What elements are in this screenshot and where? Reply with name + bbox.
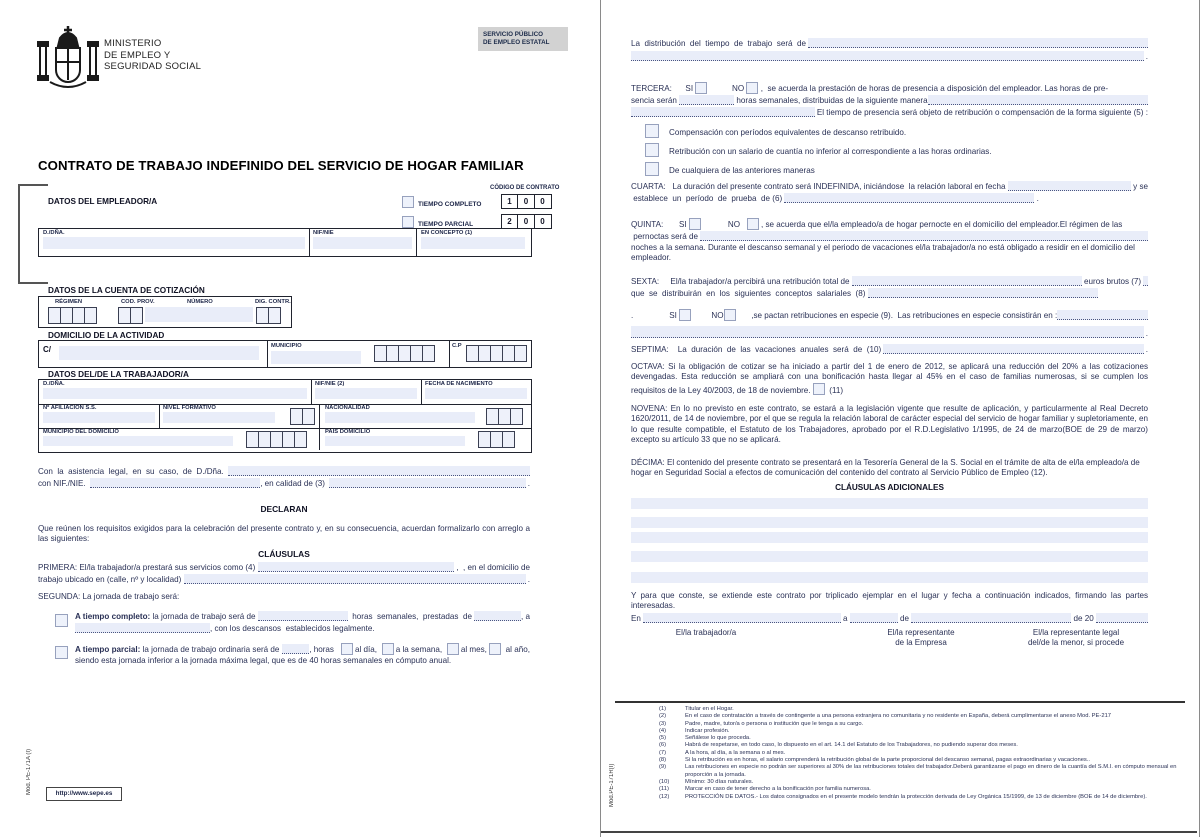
al-ano-checkbox[interactable] xyxy=(489,643,501,655)
empleador-concepto-field[interactable] xyxy=(421,237,525,249)
code-digit-cell: 2 xyxy=(501,214,519,229)
section-empleador-heading: DATOS DEL EMPLEADOR/A xyxy=(48,197,158,206)
nacionalidad-label: NACIONALIDAD xyxy=(325,405,370,411)
numero-label: NÚMERO xyxy=(187,299,213,305)
nivel-formativo-field[interactable] xyxy=(163,412,275,423)
octava-bonificacion-checkbox[interactable] xyxy=(813,383,825,395)
footnote: (6) Habrá de respetarse, en todo caso, lo dispuesto en el art. 14.1 del Estatuto de los Trabajadores, no pudiendo superar dos meses. xyxy=(659,742,1018,749)
ano-field[interactable] xyxy=(1096,613,1148,623)
retribucion-checkbox[interactable] xyxy=(645,143,659,157)
distribucion-field-2[interactable] xyxy=(631,51,1144,61)
empleador-nif-label: NIF/NIE xyxy=(313,230,334,236)
clausulas-adicionales-heading: CLÁUSULAS ADICIONALES xyxy=(835,483,944,492)
clausulas-heading: CLÁUSULAS xyxy=(258,549,310,559)
calle-label: C/ xyxy=(43,345,51,354)
pais-domicilio-cells[interactable] xyxy=(479,431,515,448)
contract-page-2 xyxy=(600,0,1200,837)
municipio-domicilio-field[interactable] xyxy=(43,436,233,446)
nacionalidad-cells[interactable] xyxy=(487,408,523,425)
section-trabajador-heading: DATOS DEL/DE LA TRABAJADOR/A xyxy=(48,370,189,379)
nivel-formativo-cells[interactable] xyxy=(291,408,315,425)
adicionales-line-4[interactable] xyxy=(631,551,1148,562)
footnote: (7) A la hora, al día, a la semana o al mes. xyxy=(659,749,786,756)
trabajador-ddna-label: D./DÑA. xyxy=(43,381,65,387)
footnote: (8) Si la retribución es en horas, el salario comprenderá la retribución global de la parte proporcional del descanso semanal, pagas extraordinarias y vacaciones.. xyxy=(659,757,1091,764)
parcial-horas-field[interactable] xyxy=(282,644,310,654)
tiempo-completo-label: TIEMPO COMPLETO xyxy=(418,201,482,208)
codigo-200-cells xyxy=(502,214,552,229)
clausula-primera: PRIMERA: El/la trabajador/a prestará sus servicios como (4) , , en el domicilio de trabajo ubicado en (calle, nº y localidad) . xyxy=(38,562,530,584)
tiempo-parcial-clause: A tiempo parcial: la jornada de trabajo ordinaria será de , horas al día, a la semana, al mes, al año, siendo esta jornada inferior a la jornada máxima legal, que es de 40 horas semanales en cómputo anual. xyxy=(55,643,530,666)
empleador-concepto-label: EN CONCEPTO (1) xyxy=(421,230,473,236)
adicionales-line-1[interactable] xyxy=(631,498,1148,509)
form-model-code-p2: Mod.PE-171R(I) xyxy=(609,763,615,807)
opcion-compensacion: Compensación con períodos equivalentes de descanso retribuido. xyxy=(645,124,906,138)
code-digit-cell: 0 xyxy=(517,194,535,209)
dia-field[interactable] xyxy=(850,613,898,623)
adicionales-line-3[interactable] xyxy=(631,532,1148,543)
opcion-cualquiera: De cualquiera de las anteriores maneras xyxy=(645,162,815,176)
cp-label: C.P xyxy=(452,343,462,349)
pais-domicilio-field[interactable] xyxy=(325,436,465,446)
sexta-periodo-field[interactable] xyxy=(1143,276,1148,286)
footnotes-divider xyxy=(615,701,1185,703)
completo-checkbox[interactable] xyxy=(55,614,68,627)
codprov-cells[interactable] xyxy=(119,307,143,324)
codprov-label: COD. PROV. xyxy=(121,299,155,305)
sepe-badge: SERVICIO PÚBLICO DE EMPLEO ESTATAL xyxy=(478,27,568,51)
firma-representante-empresa: El/la representante de la Empresa xyxy=(887,628,955,647)
mes-field[interactable] xyxy=(911,613,1071,623)
clausula-segunda: SEGUNDA: La jornada de trabajo será: xyxy=(38,592,180,601)
primera-servicios-field[interactable] xyxy=(258,562,454,572)
lugar-fecha-line: En a de de 20 xyxy=(631,613,1148,624)
compensacion-checkbox[interactable] xyxy=(645,124,659,138)
empleador-ddna-field[interactable] xyxy=(43,237,305,249)
municipio-domicilio-cells[interactable] xyxy=(247,431,307,448)
distribucion-paragraph: La distribución del tiempo de trabajo será de . xyxy=(631,38,1148,61)
footnote: (3) Padre, madre, tutor/a o persona o institución que le tenga a su cargo. xyxy=(659,720,864,727)
municipio-cells[interactable] xyxy=(375,345,435,362)
trabajador-ddna-field[interactable] xyxy=(43,388,307,399)
sexta-retribucion-field[interactable] xyxy=(852,276,1082,286)
firma-representante-legal: El/la representante legal del/de la menor, si procede xyxy=(1027,628,1125,647)
afiliacion-label: Nº AFILIACIÓN S.S. xyxy=(43,405,97,411)
ministry-name: MINISTERIO DE EMPLEO Y SEGURIDAD SOCIAL xyxy=(104,38,202,73)
parcial-checkbox[interactable] xyxy=(55,646,68,659)
footnote: (11) Marcar en caso de tener derecho a la bonificación por familia numerosa. xyxy=(659,786,871,793)
especie-no-checkbox[interactable] xyxy=(724,309,736,321)
lugar-field[interactable] xyxy=(643,613,841,623)
asistencia-nif-field[interactable] xyxy=(90,478,260,488)
form-title: CONTRATO DE TRABAJO INDEFINIDO DEL SERVICIO DE HOGAR FAMILIAR xyxy=(38,158,524,173)
numero-field[interactable] xyxy=(145,307,253,322)
firma-trabajador: El/la trabajador/a xyxy=(675,628,737,637)
cuarta-prueba-field[interactable] xyxy=(784,193,1034,203)
footnote: (5) Señálese lo que proceda. xyxy=(659,735,751,742)
opcion-retribucion: Retribución con un salario de cuantía no inferior al correspondiente a las horas ordinarias. xyxy=(645,143,992,157)
tercera-no-checkbox[interactable] xyxy=(746,82,758,94)
adicionales-line-5[interactable] xyxy=(631,572,1148,583)
fecha-nacimiento-label: FECHA DE NACIMIENTO xyxy=(425,381,493,387)
footnote: (1) Titular en el Hogar. xyxy=(659,706,734,712)
domicilio-box xyxy=(38,340,532,368)
tercera-si-checkbox[interactable] xyxy=(695,82,707,94)
fecha-nacimiento-field[interactable] xyxy=(425,388,527,399)
asistencia-nombre-field[interactable] xyxy=(228,466,530,476)
tercera-horas-field[interactable] xyxy=(679,95,734,105)
form-model-code-p1: Mod. PE-171A (I) xyxy=(26,748,32,795)
trabajador-nif-label: NIF/NIE (2) xyxy=(315,381,345,387)
code-digit-cell: 0 xyxy=(517,214,535,229)
clausula-octava: OCTAVA: Si la obligación de cotizar se ha iniciado a partir del 1 de enero de 2012, se aplicará una reducción del 20% a las cotizaciones devengadas. Esta reducción se ampliará con una bonificación hasta llegar al 45% en el caso de familias numerosas, si se cumplen los requisitos de la Ley 40/2003, de 18 de noviembre. (11) xyxy=(631,362,1148,395)
septima-vacaciones-field[interactable] xyxy=(883,344,1143,354)
regimen-cells[interactable] xyxy=(49,307,97,324)
sexta-conceptos-field[interactable] xyxy=(868,288,1098,298)
empleador-box xyxy=(38,228,532,257)
nivel-formativo-label: NIVEL FORMATIVO xyxy=(163,405,216,411)
al-mes-checkbox[interactable] xyxy=(447,643,459,655)
cualquiera-checkbox[interactable] xyxy=(645,162,659,176)
tercera-manera-field-1[interactable] xyxy=(928,95,1148,105)
nacionalidad-field[interactable] xyxy=(325,412,475,423)
retribuciones-especie-row: . SI NO ,se pactan retribuciones en especie (9). Las retribuciones en especie consistirán en : xyxy=(631,309,1148,321)
adicionales-line-2[interactable] xyxy=(631,517,1148,528)
footnotes xyxy=(659,706,1187,801)
municipio-label: MUNICIPIO xyxy=(271,343,302,349)
digcontr-cells[interactable] xyxy=(257,307,281,324)
tiempo-completo-clause: A tiempo completo: la jornada de trabajo será de horas semanales, prestadas de , a , con los descansos establecidos legalmente. xyxy=(55,611,530,634)
tiempo-parcial-option xyxy=(402,216,473,228)
tiempo-completo-checkbox[interactable] xyxy=(402,196,414,208)
declaran-paragraph: Que reúnen los requisitos exigidos para la celebración del presente contrato y, en su consecuencia, acuerdan formalizarlo con arreglo a las siguientes: xyxy=(38,524,530,544)
especie-field-1[interactable] xyxy=(1057,310,1148,320)
empleador-ddna-label: D./DÑA. xyxy=(43,230,65,236)
section-cotizacion-heading: DATOS DE LA CUENTA DE COTIZACIÓN xyxy=(48,286,205,295)
conste-paragraph: Y para que conste, se extiende este contrato por triplicado ejemplar en el lugar y fecha a continuación indicados, firmando las partes interesadas. xyxy=(631,591,1148,611)
afiliacion-field[interactable] xyxy=(43,412,155,423)
codigo-contrato-label: CÓDIGO DE CONTRATO xyxy=(490,185,560,191)
clausula-novena: NOVENA: En lo no previsto en este contrato, se estará a la legislación vigente que resulte de aplicación, y particularmente al Real Decreto 1620/2011, de 14 de noviembre, por el que se regula la relación laboral de carácter especial del servicio de hogar familiar y supletoriamente, en lo que resulte compatible, el Estatuto de los Trabajadores, aprobado por el R.D.Legislativo 1/1995, de 24 de marzo(BOE de 29 de marzo) excepto su artículo 33 que no se aplicará. xyxy=(631,404,1148,445)
sepe-url-box[interactable]: http://www.sepe.es xyxy=(46,787,122,801)
quinta-no-checkbox[interactable] xyxy=(747,218,759,230)
al-dia-checkbox[interactable] xyxy=(341,643,353,655)
codigo-100-cells xyxy=(502,194,552,209)
code-digit-cell: 0 xyxy=(534,214,552,229)
clausula-septima: SEPTIMA: La duración de las vacaciones anuales será de (10) . xyxy=(631,344,1148,354)
empleador-nif-field[interactable] xyxy=(313,237,412,249)
trabajador-nif-field[interactable] xyxy=(315,388,417,399)
tiempo-parcial-label: TIEMPO PARCIAL xyxy=(418,221,474,228)
page2-bottom-border xyxy=(601,831,1197,833)
clausula-sexta: SEXTA: El/la trabajador/a percibirá una retribución total de euros brutos (7) que se distribuirán en los siguientes conceptos salariales (8) xyxy=(631,276,1148,299)
cp-cells[interactable] xyxy=(467,345,527,362)
footnote: (12) PROTECCIÓN DE DATOS.- Los datos consignados en el presente modelo tendrán la protección derivada de Ley Orgánica 15/1999, de 13 de diciembre (BOE de 14 de diciembre). xyxy=(659,793,1147,800)
clausula-tercera: TERCERA: SI NO , se acuerda la prestación de horas de presencia a disposición del empleador. Las horas de pre- sencia serán horas semanales, distribuidas de la siguiente manera El tiempo de presencia será objeto de retribución o compensación de la forma siguiente (5) : xyxy=(631,83,1148,117)
clausula-decima: DÉCIMA: El contenido del presente contrato se presentará en la Tesorería General de la S. Social en el trámite de alta de el/la empleado/a de hogar en Seguridad Social a efectos de comunicación del contenido del contrato al Servicio Público de Empleo (12). xyxy=(631,458,1140,478)
tiempo-completo-option xyxy=(402,196,481,208)
calle-field[interactable] xyxy=(59,346,259,360)
primera-domicilio-field[interactable] xyxy=(184,574,526,584)
asistencia-calidad-field[interactable] xyxy=(329,478,525,488)
declaran-heading: DECLARAN xyxy=(260,504,308,514)
asistencia-paragraph: Con la asistencia legal, en su caso, de D./Dña. con NIF./NIE. , en calidad de (3) . xyxy=(38,466,530,488)
clausula-quinta: QUINTA: SI NO , se acuerda que el/la empleado/a de hogar pernocte en el domicilio del empleador.El régimen de las pernoctas será de noches a la semana. Durante el descanso semanal y el periodo de vacaciones el/la trabajador/a no está obligado a residir en el domicilio del empleador. xyxy=(631,218,1148,264)
a-la-semana-checkbox[interactable] xyxy=(382,643,394,655)
footnote: (10) Mínimo: 30 días naturales. xyxy=(659,778,754,785)
municipio-field[interactable] xyxy=(271,351,361,364)
footnote: (4) Indicar profesión. xyxy=(659,727,730,734)
code-digit-cell: 0 xyxy=(534,194,552,209)
distribucion-field-1[interactable] xyxy=(808,38,1148,48)
spain-coat-of-arms-icon xyxy=(36,24,100,90)
regimen-label: RÉGIMEN xyxy=(55,299,83,305)
clausula-cuarta: CUARTA: La duración del presente contrato será INDEFINIDA, iniciándose la relación laboral en fecha y se establece un período de prueba de (6) . xyxy=(631,181,1148,203)
tiempo-parcial-checkbox[interactable] xyxy=(402,216,414,228)
quinta-si-checkbox[interactable] xyxy=(689,218,701,230)
especie-continuation-line: . xyxy=(631,326,1148,339)
especie-si-checkbox[interactable] xyxy=(679,309,691,321)
cotizacion-box xyxy=(38,296,292,328)
completo-hasta-field[interactable] xyxy=(75,623,210,633)
footnote: (9) Las retribuciones en especie no podrán ser superiores al 30% de las retribuciones totales del trabajador.Deberá garantizarse el pago en dinero de la cuantía del S.M.I. en cómputo mensual en proporción a la jornada. xyxy=(659,764,1177,778)
digcontr-label: DIG. CONTR. xyxy=(255,299,291,305)
footnote: (2) En el caso de contratación a través de contingente a una persona extranjera no comunitaria y no residente en España, deberá cumplimentarse el anexo Mod. PE-217 xyxy=(659,713,1112,720)
municipio-domicilio-label: MUNICIPIO DEL DOMICILIO xyxy=(43,429,119,435)
pais-domicilio-label: PAÍS DOMICILIO xyxy=(325,429,371,435)
completo-horas-field[interactable] xyxy=(258,611,348,621)
code-digit-cell: 1 xyxy=(501,194,519,209)
quinta-pernoctas-field[interactable] xyxy=(700,231,1148,241)
tercera-manera-field-2[interactable] xyxy=(631,107,815,117)
section-domicilio-heading: DOMICILIO DE LA ACTIVIDAD xyxy=(48,331,165,340)
especie-field-2[interactable] xyxy=(631,326,1144,338)
cuarta-fecha-field[interactable] xyxy=(1008,181,1131,191)
completo-desde-field[interactable] xyxy=(474,611,521,621)
trabajador-box xyxy=(38,379,532,453)
